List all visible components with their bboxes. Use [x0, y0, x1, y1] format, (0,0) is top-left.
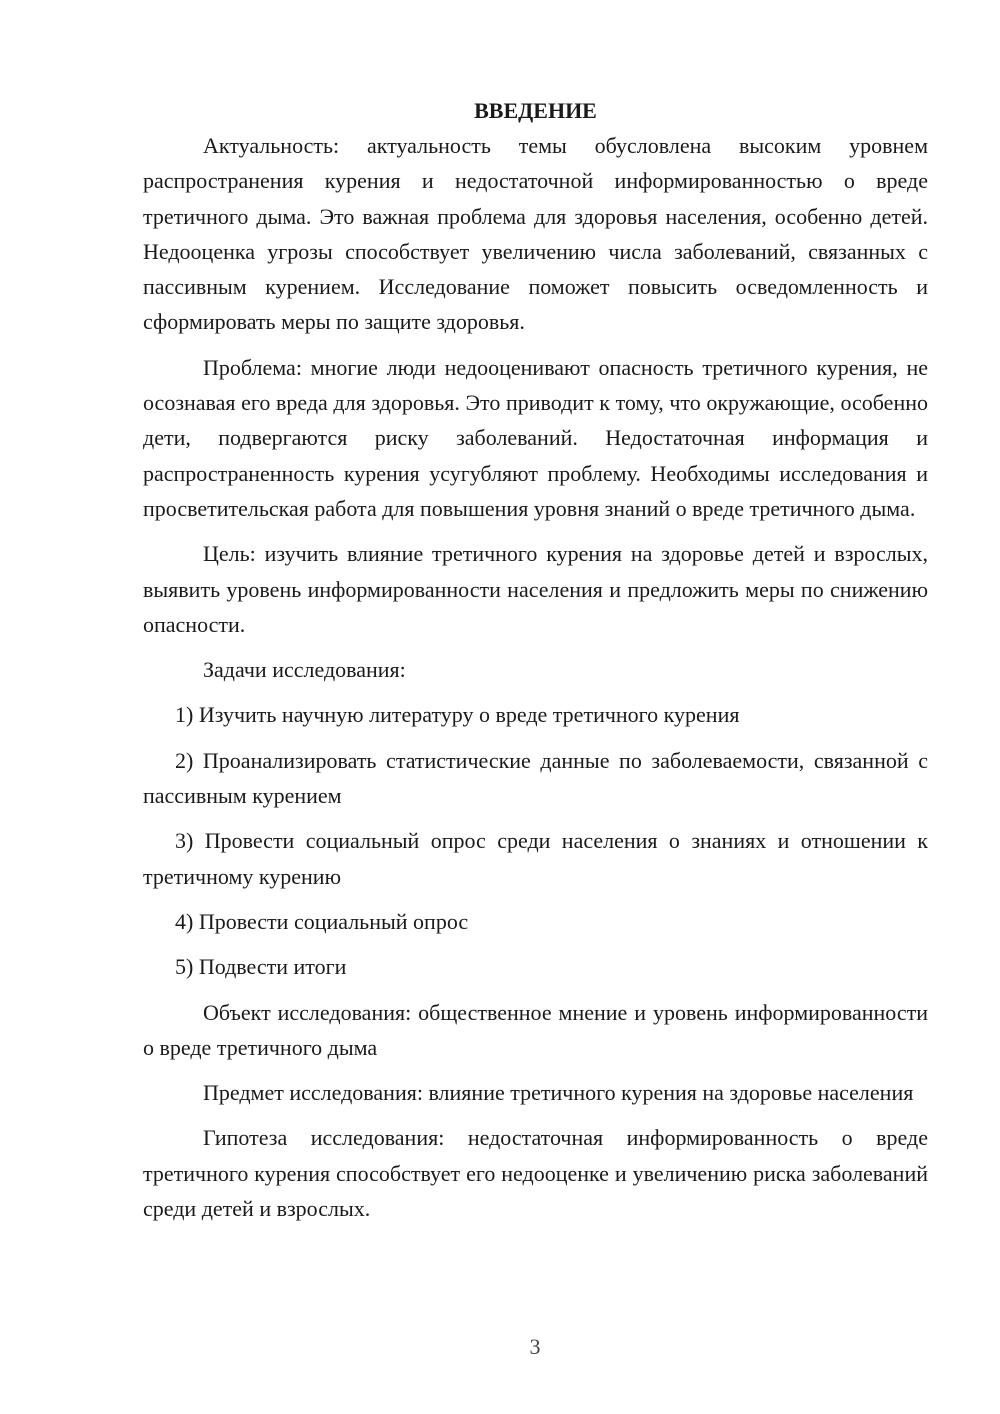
document-page	[143, 96, 928, 1236]
task-item-3: 3) Провести социальный опрос среди населения о знаниях и отношении к третичному курению	[143, 828, 928, 889]
task-item-5: 5) Подвести итоги	[175, 954, 347, 980]
paragraph-goal: Цель: изучить влияние третичного курения на здоровье детей и взрослых, выявить уровень информированности населения и предложить меры по снижению опасности.	[143, 541, 928, 637]
paragraph-hypothesis: Гипотеза исследования: недостаточная информированность о вреде третичного курения способствует его недооценке и увеличению риска заболеваний среди детей и взрослых.	[143, 1125, 928, 1222]
page-number: 3	[529, 1334, 541, 1359]
paragraph-problem: Проблема: многие люди недооценивают опасность третичного курения, не осознавая его вреда для здоровья. Это приводит к тому, что окружающие, особенно дети, подвергаются риску заболеваний. Недостаточная информация и распространенность курения усугубляют проблему. Необходимы исследования и просветительская работа для повышения уровня знаний о вреде третичного дыма.	[143, 354, 928, 521]
paragraph-subject: Предмет исследования: влияние третичного курения на здоровье населения	[203, 1080, 914, 1106]
paragraph-relevance: Актуальность: актуальность темы обусловлена высоким уровнем распространения курения и недостаточной информированностью о вреде третичного дыма. Это важная проблема для здоровья населения, особенно детей. Недооценка угрозы способствует увеличению числа заболеваний, связанных с пассивным курением. Исследование поможет повысить осведомленность и сформировать меры по защите здоровья.	[143, 133, 928, 335]
tasks-heading: Задачи исследования:	[203, 657, 406, 683]
paragraph-object: Объект исследования: общественное мнение и уровень информированности о вреде третичного дыма	[143, 999, 928, 1060]
section-title: ВВЕДЕНИЕ	[474, 98, 597, 123]
task-item-2: 2) Проанализировать статистические данные по заболеваемости, связанной с пассивным курением	[143, 747, 928, 809]
task-item-4: 4) Провести социальный опрос	[175, 908, 469, 934]
task-item-1: 1) Изучить научную литературу о вреде третичного курения	[175, 702, 740, 728]
